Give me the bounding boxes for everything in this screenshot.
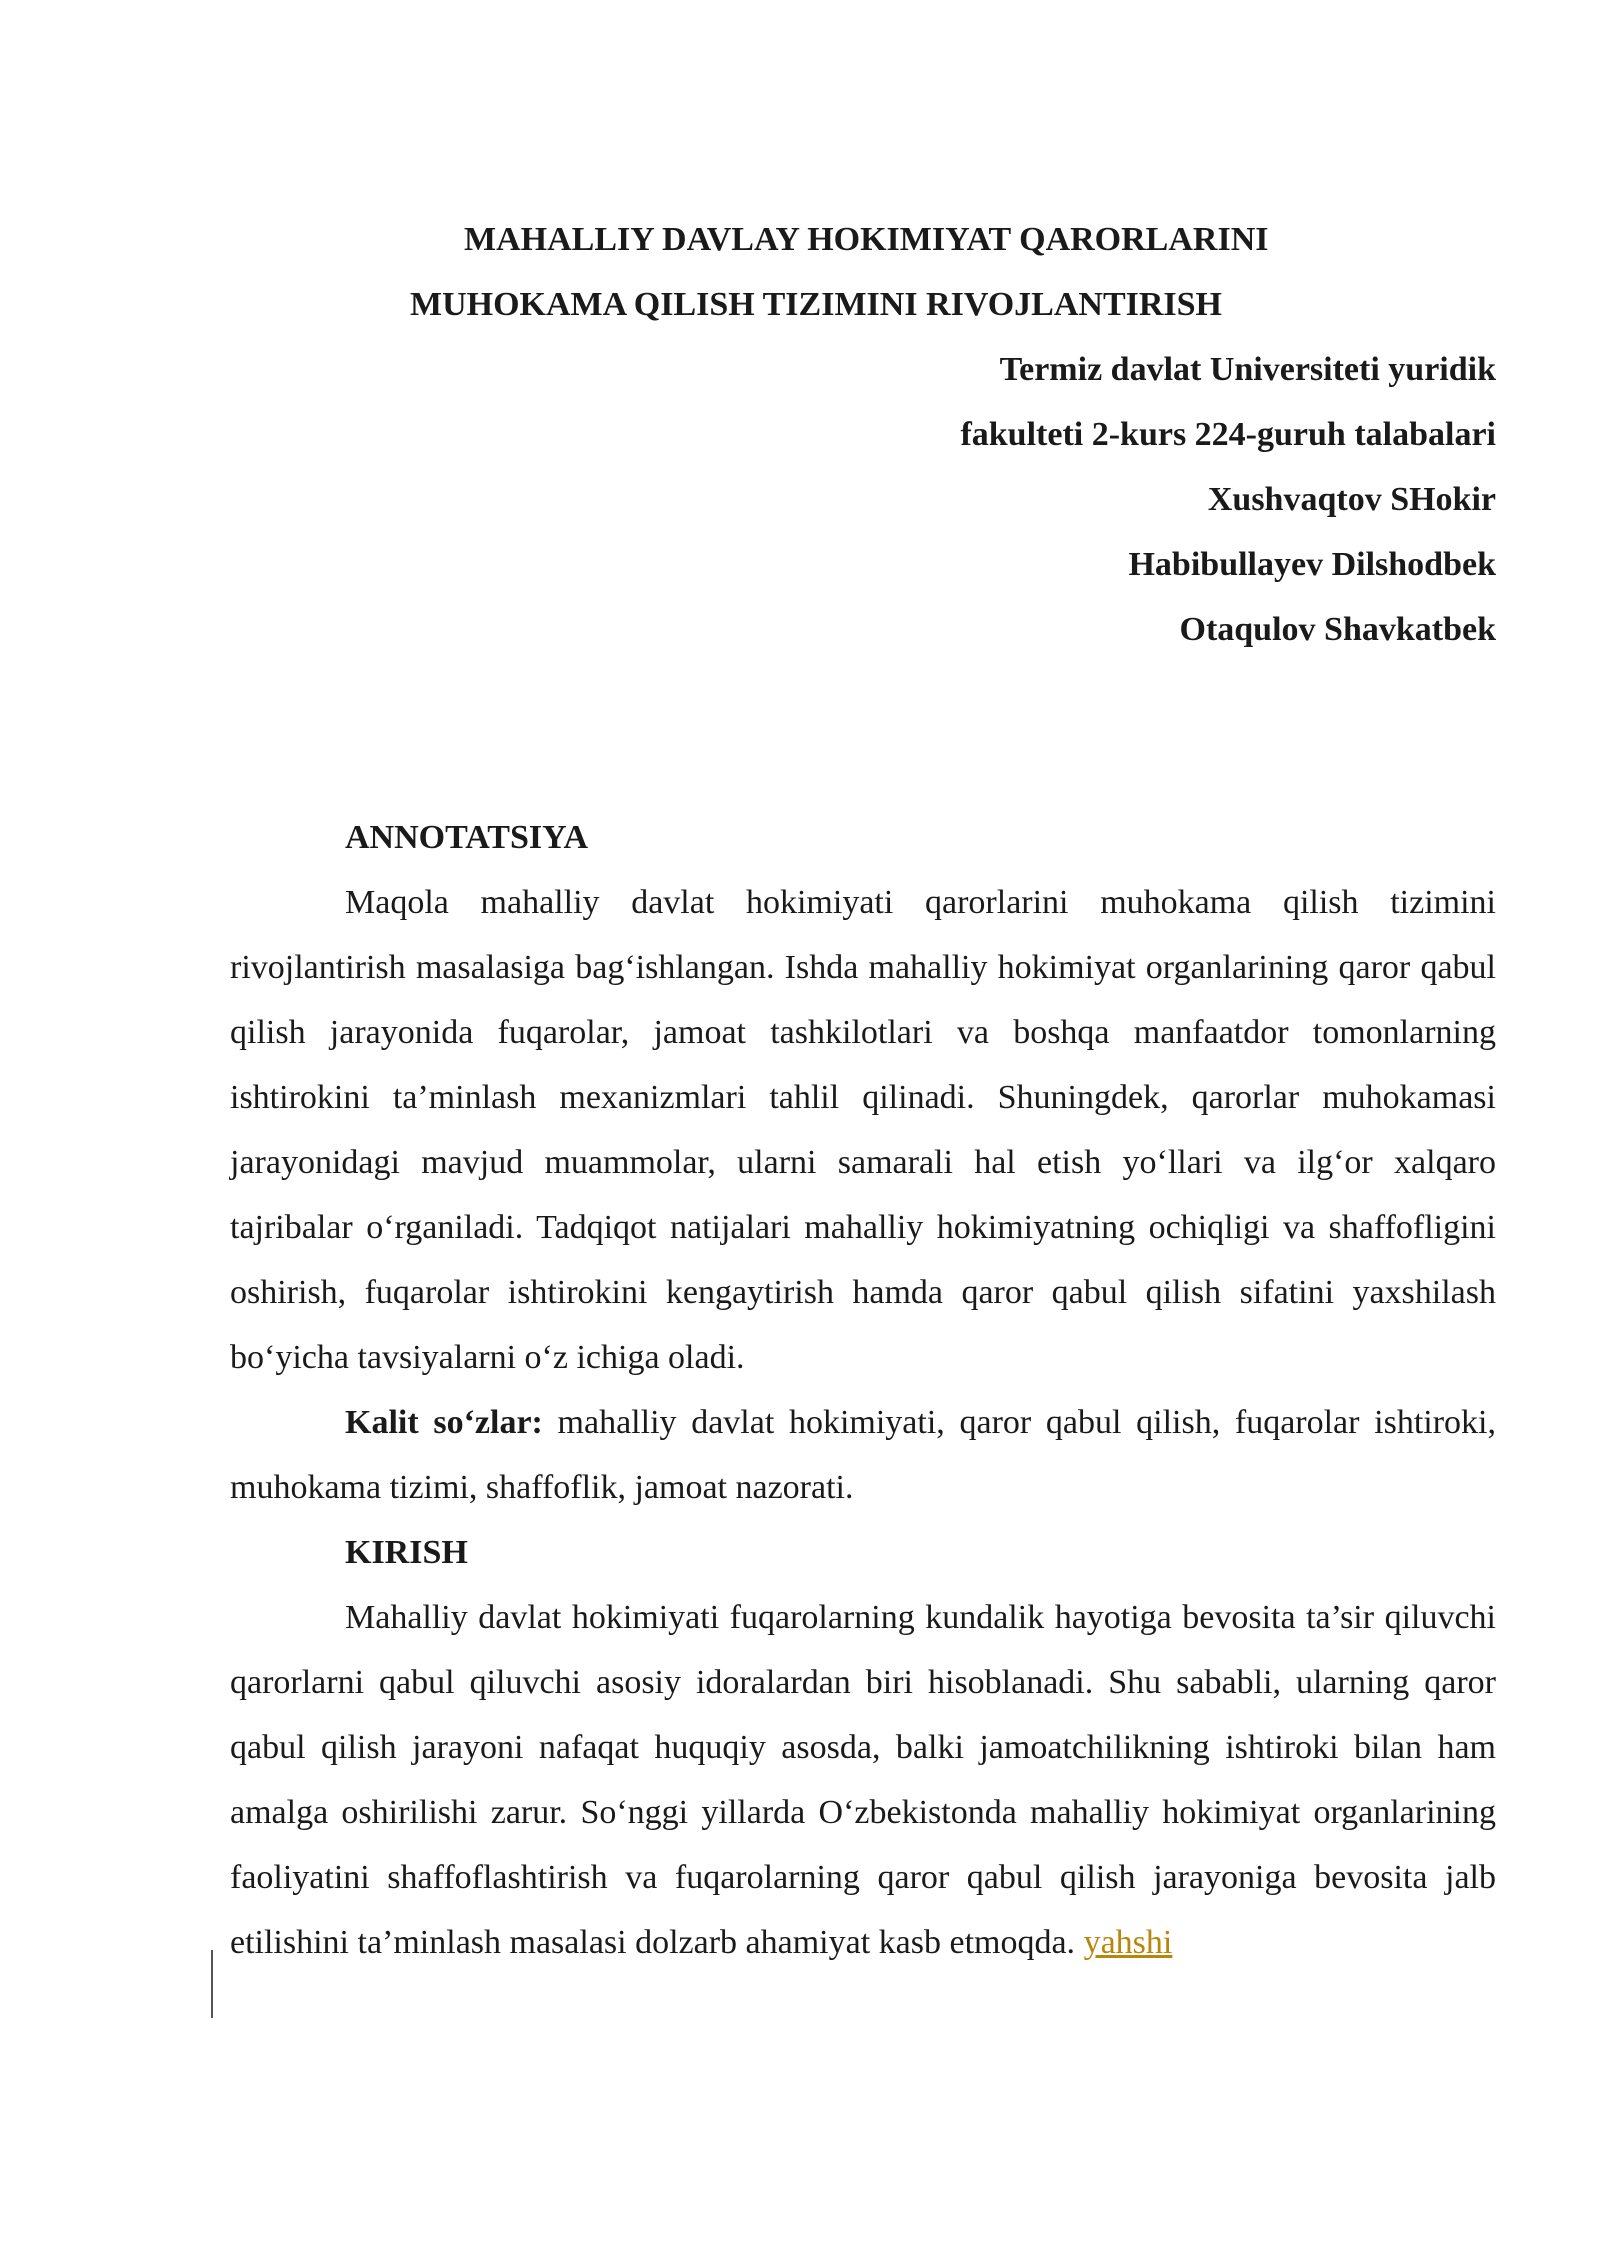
change-bar [211, 1950, 213, 2018]
introduction-text: Mahalliy davlat hokimiyati fuqarolarning kundalik hayotiga bevosita ta’sir qiluvchi qarorlarni qabul qiluvchi asosiy idoralardan biri hisoblanadi. Shu sababli, ularning qaror qabul qilish jarayoni nafaqat huquqiy asosda, balki jamoatchilikning ishtiroki bilan ham amalga oshirilishi zarur. So‘nggi yillarda O‘zbekistonda mahalliy hokimiyat organlarining faoliyatini shaffoflashtirish va fuqarolarning qaror qabul qilish jarayoniga bevosita jalb etilishini ta’minlash masalasi dolzarb ahamiyat kasb etmoqda. [230, 1599, 1496, 1961]
keywords-text: mahalliy davlat hokimiyati, qaror qabul qilish, fuqarolar ishtiroki, muhokama tizimi, shaffoflik, jamoat nazorati. [230, 1404, 1496, 1506]
comment-link[interactable]: yahshi [1083, 1924, 1173, 1961]
author-block [960, 350, 1496, 675]
author-name: Otaqulov Shavkatbek [1179, 611, 1496, 648]
affiliation-line-2: fakulteti 2-kurs 224-guruh talabalari [960, 416, 1496, 453]
annotation-paragraph: Maqola mahalliy davlat hokimiyati qarorlarini muhokama qilish tizimini rivojlantirish masalasiga bag‘ishlangan. Ishda mahalliy hokimiyat organlarining qaror qabul qilish jarayonida fuqarolar, jamoat tashkilotlari va boshqa manfaatdor tomonlarning ishtirokini ta’minlash mexanizmlari tahlil qilinadi. Shuningdek, qarorlar muhokamasi jarayonidagi mavjud muammolar, ularni samarali hal etish yo‘llari va ilg‘or xalqaro tajribalar o‘rganiladi. Tadqiqot natijalari mahalliy hokimiyatning ochiqligi va shaffofligini oshirish, fuqarolar ishtirokini kengaytirish hamda qaror qabul qilish sifatini yaxshilash bo‘yicha tavsiyalarni o‘z ichiga oladi. [230, 884, 1496, 1376]
affiliation-line-1: Termiz davlat Universiteti yuridik [999, 351, 1496, 388]
introduction-heading: KIRISH [345, 1534, 468, 1571]
keywords-paragraph [230, 1390, 1496, 1520]
body-text [230, 805, 1496, 1975]
author-name: Habibullayev Dilshodbek [1128, 546, 1496, 583]
annotation-heading: ANNOTATSIYA [345, 819, 589, 856]
keywords-label: Kalit so‘zlar: [345, 1404, 543, 1441]
title-line-2: MUHOKAMA QILISH TIZIMINI RIVOJLANTIRISH [410, 286, 1222, 323]
author-name: Xushvaqtov SHokir [1207, 481, 1496, 518]
title-line-1: MAHALLIY DAVLAY HOKIMIYAT QARORLARINI [464, 221, 1269, 258]
introduction-paragraph [230, 1585, 1496, 1975]
